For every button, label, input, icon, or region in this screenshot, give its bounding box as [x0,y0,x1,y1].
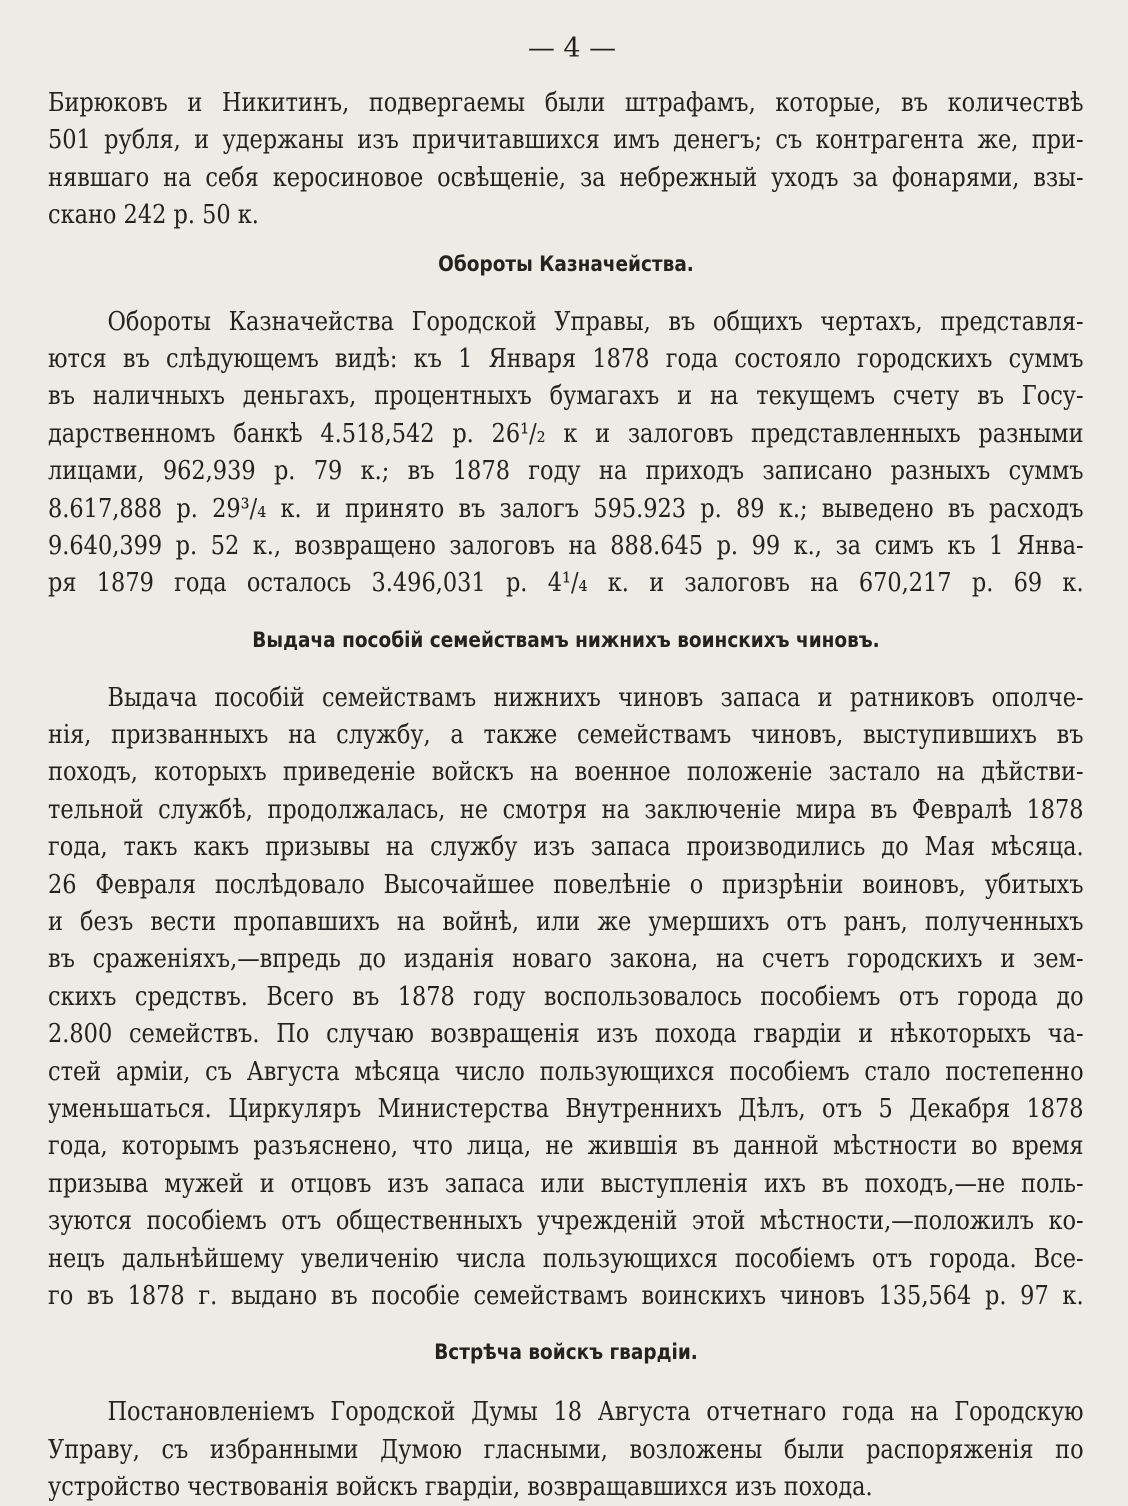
paragraph-treasury [48,303,1084,602]
text-line: скано 242 р. 50 к. [48,199,259,231]
text-line: лицами, 962,939 р. 79 к.; въ 1878 году на приходъ записано разныхъ суммъ [48,455,1084,487]
section-heading-guard-welcome: Встрѣча войскъ гвардіи. [434,1340,698,1365]
text-line: уменьшаться. Циркуляръ Министерства Внутреннихъ Дѣлъ, отъ 5 Декабря 1878 [48,1092,1084,1124]
text-line: Управу, съ избранными Думою гласными, возложены были распоряженія по [48,1433,1084,1465]
text-line: зуются пособіемъ отъ общественныхъ учрежденій этой мѣстности,—положилъ ко- [48,1205,1084,1237]
text-line: скихъ средствъ. Всего въ 1878 году воспользовалось пособіемъ отъ города до [48,980,1084,1012]
text-line: го въ 1878 г. выдано въ пособіе семействамъ воинскихъ чиновъ 135,564 р. 97 к. [48,1279,1084,1311]
text-line: въ сраженіяхъ,—впредь до изданія новаго закона, на счетъ городскихъ и зем- [48,943,1084,975]
text-line: нецъ дальнѣйшему увеличенію числа пользующихся пособіемъ отъ города. Все- [48,1242,1084,1274]
text-line: нявшаго на себя керосиновое освѣщеніе, за небрежный уходъ за фонарями, взы- [48,161,1084,193]
text-line: Постановленіемъ Городской Думы 18 Августа отчетнаго года на Городскую [107,1396,1084,1428]
text-line: Обороты Казначейства Городской Управы, въ общихъ чертахъ, представля- [107,305,1084,337]
paragraph-guard-welcome [48,1393,1084,1505]
text-line: 2.800 семействъ. По случаю возвращенія изъ похода гвардіи и нѣкоторыхъ ча- [48,1018,1084,1050]
text-line: устройство чествованія войскъ гвардіи, возвращавшихся изъ похода. [48,1471,873,1503]
text-line: въ наличныхъ деньгахъ, процентныхъ бумагахъ и на текущемъ счету въ Госу- [48,380,1084,412]
paragraph-penalties [48,84,1084,234]
section-heading-allowances: Выдача пособій семействамъ нижнихъ воинскихъ чиновъ. [252,627,880,652]
text-line: года, такъ какъ призывы на службу изъ запаса производились до Мая мѣсяца. [48,831,1084,863]
section-heading-treasury: Обороты Казначейства. [438,251,694,276]
text-line: 8.617,888 р. 29³/₄ к. и принято въ залогъ 595.923 р. 89 к.; выведено въ расходъ [48,492,1084,524]
text-line: 9.640,399 р. 52 к., возвращено залоговъ на 888.645 р. 99 к., за симъ къ 1 Янва- [48,529,1084,561]
text-line: Выдача пособій семействамъ нижнихъ чиновъ запаса и ратниковъ ополче- [107,681,1084,713]
text-line: дарственномъ банкѣ 4.518,542 р. 26¹/₂ к и залоговъ представленныхъ разными [48,417,1084,449]
paragraph-allowances [48,679,1084,1315]
text-line: 501 рубля, и удержаны изъ причитавшихся имъ денегъ; съ контрагента же, при- [48,124,1084,156]
text-line: ются въ слѣдующемъ видѣ: къ 1 Января 1878 года состояло городскихъ суммъ [48,342,1084,374]
text-line: нія, призванныхъ на службу, а также семействамъ чиновъ, выступившихъ въ [48,719,1084,751]
text-line: Бирюковъ и Никитинъ, подвергаемы были штрафамъ, которые, въ количествѣ [48,87,1084,118]
text-line: года, которымъ разъяснено, что лица, не жившія въ данной мѣстности во время [48,1130,1084,1162]
text-line: тельной службѣ, продолжалась, не смотря на заключеніе мира въ Февралѣ 1878 [48,793,1084,825]
text-line: призыва мужей и отцовъ изъ запаса или выступленія ихъ въ походъ,—не поль- [48,1167,1084,1199]
text-line: 26 Февраля послѣдовало Высочайшее повелѣніе о призрѣніи воиновъ, убитыхъ [48,868,1084,900]
page-number: — 4 — [527,33,617,64]
text-line: стей арміи, съ Августа мѣсяца число пользующихся пособіемъ стало постепенно [48,1055,1084,1087]
text-line: ря 1879 года осталось 3.496,031 р. 4¹/₄ к. и залоговъ на 670,217 р. 69 к. [48,567,1084,599]
text-line: походъ, которыхъ приведеніе войскъ на военное положеніе застало на дѣйстви- [48,756,1084,788]
text-line: и безъ вести пропавшихъ на войнѣ, или же умершихъ отъ ранъ, полученныхъ [48,906,1084,938]
